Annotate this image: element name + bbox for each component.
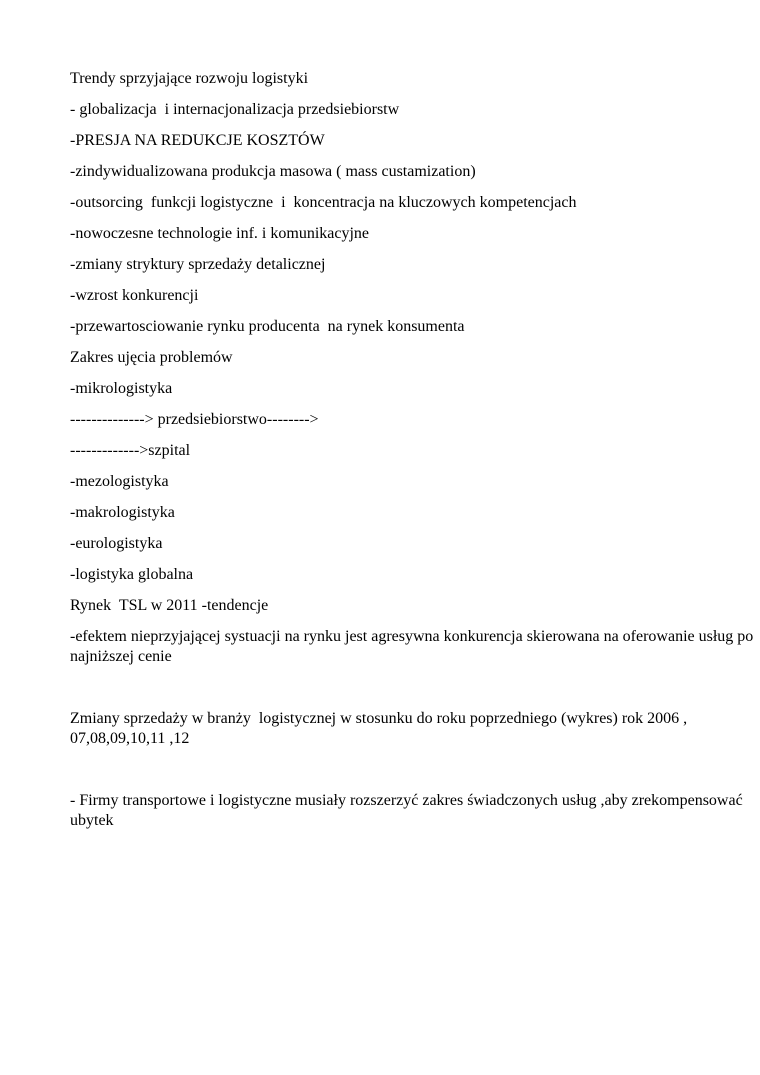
text-line: -outsorcing funkcji logistyczne i koncentracja na kluczowych kompetencjach (70, 194, 577, 211)
paragraph-mezologistyka (70, 472, 692, 492)
paragraph-trendy-title (70, 69, 692, 89)
text-line: --------------> przedsiebiorstwo--------> (70, 411, 319, 428)
paragraph-efektem-konkurencja (70, 627, 754, 667)
text-line: -wzrost konkurencji (70, 287, 199, 304)
paragraph-przewartosciowanie (70, 317, 692, 337)
text-line: -makrologistyka (70, 504, 175, 521)
paragraph-zmiany-sprzedazy (70, 709, 692, 749)
text-line: Trendy sprzyjające rozwoju logistyki (70, 70, 309, 87)
paragraph-arrow-szpital (70, 441, 692, 461)
text-line: -przewartosciowanie rynku producenta na rynek konsumenta (70, 318, 465, 335)
text-line: 07,08,09,10,11 ,12 (70, 730, 190, 747)
paragraph-rynek-tsl (70, 596, 692, 616)
paragraph-zmiany-stryktury (70, 255, 692, 275)
text-line: -PRESJA NA REDUKCJE KOSZTÓW (70, 132, 325, 149)
text-line: -efektem nieprzyjającej systuacji na rynku jest agresywna konkurencja skierowana na oferowanie usług po (70, 628, 754, 645)
text-line: ------------->szpital (70, 442, 191, 459)
paragraph-eurologistyka (70, 534, 692, 554)
text-line: najniższej cenie (70, 648, 172, 665)
blank-line (70, 760, 692, 780)
paragraph-technologie (70, 224, 692, 244)
blank-line (70, 678, 692, 698)
text-line: Zakres ujęcia problemów (70, 349, 233, 366)
text-line: -mezologistyka (70, 473, 169, 490)
text-line: ubytek (70, 812, 114, 829)
text-line: - globalizacja i internacjonalizacja przedsiebiorstw (70, 101, 400, 118)
paragraph-presja-koszty (70, 131, 692, 151)
paragraph-makrologistyka (70, 503, 692, 523)
paragraph-produkcja-masowa (70, 162, 692, 182)
text-line: Rynek TSL w 2011 -tendencje (70, 597, 269, 614)
text-line: -logistyka globalna (70, 566, 194, 583)
text-line: - Firmy transportowe i logistyczne musiały rozszerzyć zakres świadczonych usług ,aby zrekompensować (70, 792, 743, 809)
text-line: -eurologistyka (70, 535, 163, 552)
paragraph-mikrologistyka (70, 379, 692, 399)
text-line: -nowoczesne technologie inf. i komunikacyjne (70, 225, 370, 242)
paragraph-arrow-przedsiebiorstwo (70, 410, 692, 430)
paragraph-firmy-transportowe (70, 791, 743, 831)
text-line: -zindywidualizowana produkcja masowa ( mass custamization) (70, 163, 476, 180)
paragraph-zakres-ujecia (70, 348, 692, 368)
text-line: -zmiany stryktury sprzedaży detalicznej (70, 256, 326, 273)
paragraph-globalizacja (70, 100, 692, 120)
paragraph-wzrost-konkurencji (70, 286, 692, 306)
text-line: -mikrologistyka (70, 380, 173, 397)
paragraph-logistyka-globalna (70, 565, 692, 585)
text-line: Zmiany sprzedaży w branży logistycznej w stosunku do roku poprzedniego (wykres) rok 2006 , (70, 710, 688, 727)
paragraph-outsorcing (70, 193, 692, 213)
